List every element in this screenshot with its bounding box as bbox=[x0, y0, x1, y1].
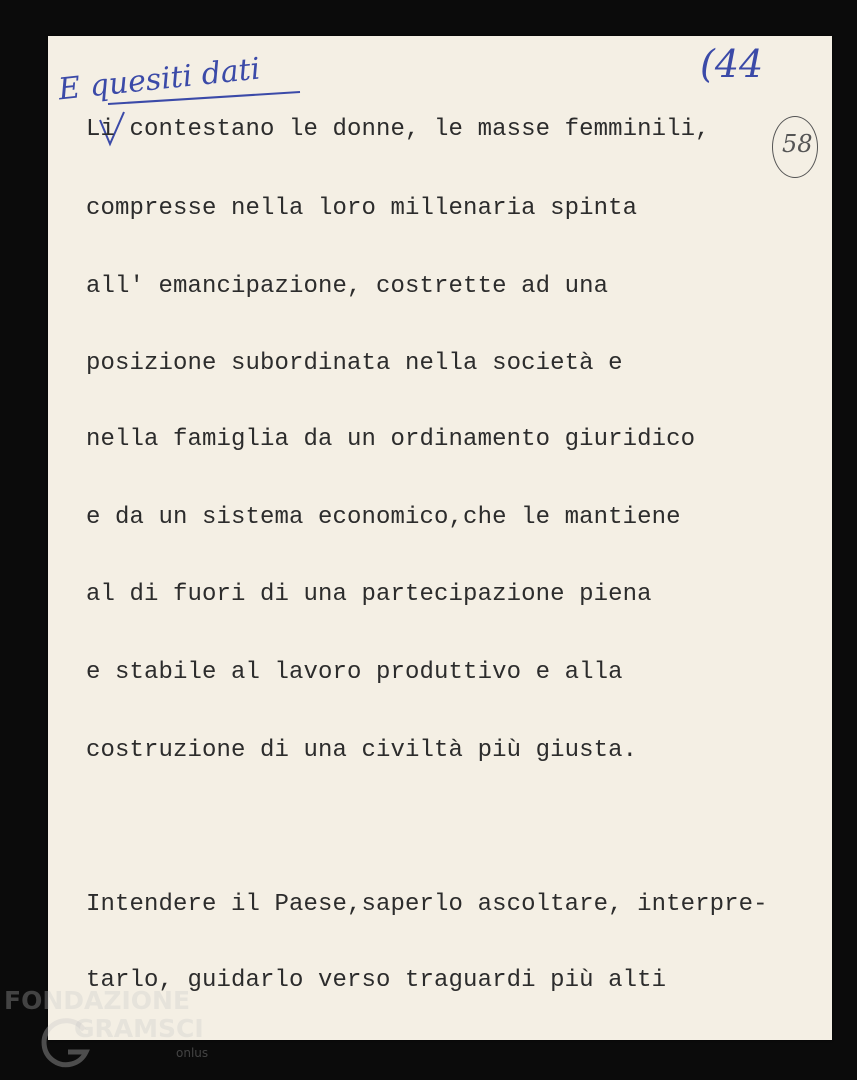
handwritten-note: E quesiti dati bbox=[56, 51, 262, 108]
watermark-line-1: FONDAZIONE bbox=[4, 986, 191, 1015]
circled-page-number bbox=[772, 116, 818, 178]
text-line: posizione subordinata nella società e bbox=[86, 350, 623, 377]
text-line: Li contestano le donne, le masse femminili, bbox=[86, 116, 710, 143]
text-line: nella famiglia da un ordinamento giuridico bbox=[86, 426, 696, 453]
text-line: e stabile al lavoro produttivo e alla bbox=[86, 659, 623, 686]
text-line: al di fuori di una partecipazione piena bbox=[86, 581, 652, 608]
text-line: all' emancipazione, costrette ad una bbox=[86, 273, 609, 300]
text-line: e da un sistema economico,che le mantiene bbox=[86, 504, 681, 531]
text-line: costruzione di una civiltà più giusta. bbox=[86, 737, 638, 764]
watermark-line-2: GRAMSCI bbox=[74, 1014, 204, 1043]
archive-watermark-logo bbox=[4, 982, 244, 1068]
watermark-line-3: onlus bbox=[176, 1046, 209, 1060]
page-number-annotation: (44 bbox=[700, 42, 764, 86]
circled-page-number-text: 58 bbox=[782, 130, 813, 158]
document-page bbox=[48, 36, 832, 1040]
text-line: Intendere il Paese,saperlo ascoltare, interpre- bbox=[86, 891, 768, 918]
text-line: tarlo, guidarlo verso traguardi più alti bbox=[86, 967, 667, 994]
text-line: compresse nella loro millenaria spinta bbox=[86, 195, 638, 222]
